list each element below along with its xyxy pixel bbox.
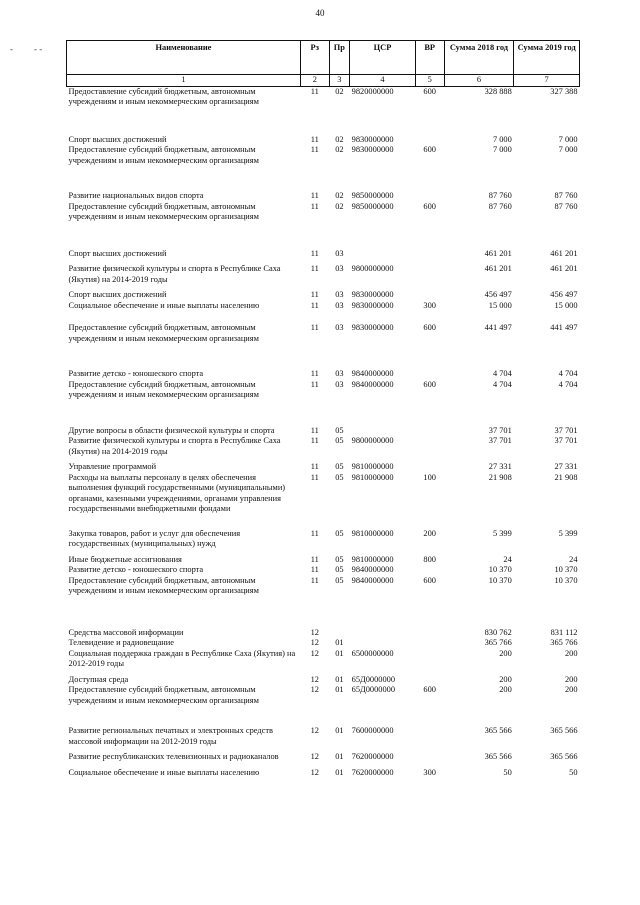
row-rz: 11 (310, 86, 319, 96)
row-csr: 9830000000 (351, 323, 394, 332)
row-sum-2018: 200 (499, 674, 512, 684)
row-sum-2019: 4 704 (558, 379, 578, 389)
row-name: Развитие региональных печатных и электронных средств массовой информации на 2012-2019 годы (68, 726, 273, 746)
row-rz: 11 (310, 369, 319, 378)
row-name: Иные бюджетные ассигнования (68, 554, 182, 564)
row-pr: 01 (335, 648, 344, 658)
row-vr: 100 (423, 472, 436, 482)
row-sum-2019: 200 (564, 685, 578, 694)
row-csr: 7620000000 (351, 752, 394, 761)
row-vr: 600 (423, 575, 436, 585)
row-name: Развитие физической культуры и спорта в Республике Саха (Якутия) на 2014-2019 годы (68, 264, 281, 284)
row-vr (415, 726, 444, 752)
table-row (67, 462, 580, 473)
column-number: 6 (444, 75, 514, 87)
row-sum-2018: 200 (499, 648, 512, 658)
row-name: Развитие детско - юношеского спорта (68, 369, 204, 378)
row-name: Предоставление субсидий бюджетным, автономным учреждениям и иным некоммерческим организациям (68, 685, 259, 705)
row-sum-2019: 4 704 (558, 369, 578, 378)
row-csr: 9850000000 (351, 191, 394, 200)
table-row (67, 752, 580, 768)
row-csr (350, 638, 416, 649)
row-csr: 9810000000 (351, 554, 394, 564)
row-rz: 11 (310, 379, 319, 389)
row-pr: 02 (335, 145, 344, 154)
column-number-row (67, 75, 580, 87)
row-vr (415, 135, 444, 146)
column-number: 3 (329, 75, 350, 87)
row-pr: 03 (335, 323, 344, 332)
row-sum-2019: 831 112 (550, 627, 578, 637)
row-rz: 11 (310, 472, 319, 482)
table-row (67, 191, 580, 202)
row-rz: 11 (310, 436, 319, 445)
row-rz: 11 (310, 248, 319, 258)
row-pr: 02 (335, 201, 344, 211)
row-vr (415, 628, 444, 639)
row-name: Развитие физической культуры и спорта в Республике Саха (Якутия) на 2014-2019 годы (68, 436, 281, 456)
table-row (67, 638, 580, 649)
row-rz: 11 (310, 462, 319, 471)
column-number: 7 (514, 75, 580, 87)
row-rz: 12 (310, 726, 319, 735)
row-name: Развитие республиканских телевизионных и радиоканалов (68, 752, 279, 761)
row-csr: 65Д0000000 (351, 674, 396, 684)
row-name: Предоставление субсидий бюджетным, автономным учреждениям и иным некоммерческим организациям (68, 86, 259, 106)
row-sum-2018: 87 760 (488, 191, 512, 200)
row-csr: 9810000000 (351, 462, 394, 471)
row-csr: 9820000000 (351, 86, 394, 96)
row-vr: 800 (423, 554, 436, 564)
row-sum-2019: 87 760 (554, 201, 578, 211)
header-name: Наименование (67, 41, 301, 75)
row-csr: 9830000000 (351, 134, 394, 144)
margin-mark: - - (34, 44, 43, 54)
row-sum-2019: 200 (564, 648, 578, 658)
row-sum-2019: 10 370 (554, 575, 578, 585)
column-number: 2 (300, 75, 329, 87)
header-rz: Рз (300, 41, 329, 75)
row-sum-2019: 37 701 (554, 425, 578, 435)
column-number: 5 (415, 75, 444, 87)
row-name: Социальное обеспечение и иные выплаты населению (68, 767, 260, 777)
row-pr: 03 (335, 300, 344, 310)
row-vr (415, 264, 444, 290)
table-row (67, 86, 580, 135)
row-sum-2018: 24 (503, 554, 512, 564)
table-row (67, 675, 580, 686)
row-pr: 02 (335, 191, 344, 200)
row-vr (415, 565, 444, 576)
header-row (67, 41, 580, 75)
row-name: Другие вопросы в области физической культуры и спорта (68, 425, 275, 435)
row-sum-2019: 15 000 (554, 300, 578, 310)
row-sum-2019: 461 201 (550, 248, 578, 258)
row-csr: 7620000000 (351, 767, 394, 777)
row-sum-2019: 37 701 (554, 436, 578, 445)
row-sum-2019: 27 331 (554, 462, 578, 471)
row-vr (415, 752, 444, 768)
row-name: Социальная поддержка граждан в Республике Саха (Якутия) на 2012-2019 годы (68, 648, 296, 668)
row-name: Управление программой (68, 462, 157, 471)
row-vr: 600 (423, 323, 436, 332)
row-sum-2019: 50 (569, 767, 578, 777)
row-rz: 12 (310, 767, 319, 777)
row-vr (415, 649, 444, 675)
row-vr (415, 249, 444, 265)
row-sum-2018: 365 766 (484, 638, 512, 647)
row-vr (415, 675, 444, 686)
row-pr: 05 (335, 528, 344, 538)
table-row (67, 380, 580, 426)
row-csr: 9840000000 (351, 565, 394, 574)
row-csr: 65Д0000000 (351, 685, 396, 694)
table-row (67, 555, 580, 566)
row-pr: 01 (335, 638, 344, 647)
row-rz: 12 (310, 752, 319, 761)
page-number: 40 (315, 8, 325, 18)
row-sum-2019: 21 908 (554, 472, 578, 482)
row-pr: 03 (335, 290, 344, 299)
table-row (67, 726, 580, 752)
row-pr: 05 (335, 565, 344, 574)
row-pr: 01 (335, 674, 344, 684)
table-row (67, 135, 580, 146)
row-sum-2018: 50 (503, 767, 512, 777)
row-pr: 02 (335, 86, 344, 96)
row-pr: 05 (335, 425, 344, 435)
row-pr: 05 (335, 436, 344, 445)
row-sum-2019: 461 201 (550, 264, 578, 273)
row-name: Расходы на выплаты персоналу в целях обеспечения выполнения функций государственными (муниципальными) органами, казенными учреждениями, органами управления государственными внебюджетными фондами (68, 472, 286, 513)
row-rz: 11 (310, 323, 319, 332)
table-row (67, 202, 580, 249)
row-rz: 11 (310, 290, 319, 299)
row-vr: 600 (423, 145, 436, 154)
table-row (67, 565, 580, 576)
row-csr: 9800000000 (351, 264, 394, 273)
table-row (67, 290, 580, 301)
row-rz: 12 (310, 627, 319, 637)
header-pr: Пр (329, 41, 350, 75)
row-sum-2018: 37 701 (488, 436, 512, 445)
row-sum-2018: 7 000 (492, 134, 512, 144)
row-sum-2019: 200 (564, 674, 578, 684)
row-vr: 600 (423, 86, 436, 96)
row-sum-2019: 7 000 (558, 145, 578, 154)
row-sum-2019: 10 370 (554, 565, 578, 574)
row-vr (415, 290, 444, 301)
row-rz: 11 (310, 565, 319, 574)
row-name: Телевидение и радиовещание (68, 638, 174, 647)
row-rz: 12 (310, 638, 319, 647)
row-pr: 03 (335, 379, 344, 389)
table-row (67, 301, 580, 324)
row-rz: 11 (310, 264, 319, 273)
row-rz: 11 (310, 575, 319, 585)
row-sum-2018: 441 497 (484, 323, 512, 332)
row-pr: 02 (335, 134, 344, 144)
row-name: Предоставление субсидий бюджетным, автономным учреждениям и иным некоммерческим организациям (68, 201, 259, 221)
row-csr: 9850000000 (351, 201, 394, 211)
row-pr: 01 (335, 685, 344, 694)
row-vr (415, 426, 444, 437)
row-sum-2019: 327 388 (550, 86, 578, 96)
row-sum-2018: 365 566 (484, 726, 512, 735)
row-name: Предоставление субсидий бюджетным, автономным учреждениям и иным некоммерческим организациям (68, 575, 259, 595)
row-csr: 9810000000 (351, 528, 394, 538)
row-pr: 01 (335, 767, 344, 777)
row-sum-2018: 4 704 (492, 369, 512, 378)
row-csr: 9840000000 (351, 575, 394, 585)
row-vr: 300 (423, 300, 436, 310)
row-sum-2019: 87 760 (554, 191, 578, 200)
row-name: Спорт высших достижений (68, 290, 167, 299)
table-row (67, 628, 580, 639)
row-csr: 9830000000 (351, 145, 394, 154)
header-csr: ЦСР (350, 41, 416, 75)
row-csr: 9830000000 (351, 290, 394, 299)
column-number: 4 (350, 75, 416, 87)
row-name: Закупка товаров, работ и услуг для обеспечения государственных (муниципальных) нужд (68, 528, 241, 548)
table-row (67, 264, 580, 290)
row-name: Средства массовой информации (68, 627, 184, 637)
row-pr: 03 (335, 264, 344, 273)
row-sum-2018: 87 760 (488, 201, 512, 211)
table-row (67, 369, 580, 380)
table-row (67, 436, 580, 462)
row-sum-2019: 7 000 (558, 134, 578, 144)
table-row (67, 249, 580, 265)
row-sum-2018: 461 201 (484, 264, 512, 273)
row-sum-2019: 24 (569, 554, 578, 564)
row-csr: 9840000000 (351, 369, 394, 378)
table-row (67, 576, 580, 628)
row-name: Предоставление субсидий бюджетным, автономным учреждениям и иным некоммерческим организациям (68, 323, 259, 343)
row-rz: 11 (310, 191, 319, 200)
row-rz: 12 (310, 648, 319, 658)
row-vr: 300 (423, 767, 436, 777)
row-name: Развитие национальных видов спорта (68, 191, 204, 200)
row-vr (415, 638, 444, 649)
row-sum-2019: 456 497 (550, 290, 578, 299)
table-row (67, 529, 580, 555)
row-csr: 6500000000 (351, 648, 394, 658)
row-vr (415, 369, 444, 380)
row-sum-2018: 830 762 (484, 627, 512, 637)
row-sum-2018: 4 704 (492, 379, 512, 389)
table-row (67, 145, 580, 191)
budget-table (66, 40, 580, 778)
row-pr: 05 (335, 575, 344, 585)
row-pr: 05 (335, 462, 344, 471)
table-row (67, 426, 580, 437)
row-sum-2018: 7 000 (492, 145, 512, 154)
margin-mark: - (10, 44, 13, 54)
row-name: Предоставление субсидий бюджетным, автономным учреждениям и иным некоммерческим организациям (68, 145, 259, 165)
row-sum-2018: 10 370 (488, 565, 512, 574)
row-pr: 03 (335, 248, 344, 258)
row-sum-2018: 365 566 (484, 752, 512, 761)
row-vr: 600 (423, 201, 436, 211)
row-sum-2018: 200 (499, 685, 512, 694)
row-sum-2019: 365 766 (550, 638, 578, 647)
row-rz: 11 (310, 425, 319, 435)
row-name: Доступная среда (68, 674, 129, 684)
row-name: Социальное обеспечение и иные выплаты населению (68, 300, 260, 310)
header-vr: ВР (415, 41, 444, 75)
row-pr: 01 (335, 726, 344, 735)
row-sum-2018: 456 497 (484, 290, 512, 299)
row-sum-2018: 5 399 (492, 528, 512, 538)
table-row (67, 768, 580, 779)
row-rz: 11 (310, 554, 319, 564)
row-vr (415, 436, 444, 462)
row-name: Спорт высших достижений (68, 134, 167, 144)
row-vr: 600 (423, 685, 436, 694)
row-csr: 9830000000 (351, 300, 394, 310)
row-csr (350, 628, 416, 639)
row-pr: 03 (335, 369, 344, 378)
row-csr (350, 249, 416, 265)
row-pr: 05 (335, 472, 344, 482)
row-csr: 9800000000 (351, 436, 394, 445)
row-vr (415, 462, 444, 473)
table-row (67, 323, 580, 369)
table-row (67, 473, 580, 529)
row-rz: 11 (310, 145, 319, 154)
row-rz: 11 (310, 201, 319, 211)
row-sum-2018: 27 331 (488, 462, 512, 471)
row-sum-2018: 461 201 (484, 248, 512, 258)
row-sum-2019: 365 566 (550, 752, 578, 761)
row-sum-2019: 365 566 (550, 726, 578, 735)
row-sum-2018: 21 908 (488, 472, 512, 482)
row-name: Развитие детско - юношеского спорта (68, 565, 204, 574)
row-csr: 7600000000 (351, 726, 394, 735)
row-rz: 11 (310, 134, 319, 144)
row-csr (350, 426, 416, 437)
row-rz: 11 (310, 300, 319, 310)
row-sum-2018: 37 701 (488, 425, 512, 435)
table-row (67, 685, 580, 726)
row-sum-2018: 328 888 (484, 86, 512, 96)
row-sum-2019: 441 497 (550, 323, 578, 332)
row-vr: 600 (423, 379, 436, 389)
row-pr (329, 628, 350, 639)
table-row (67, 649, 580, 675)
row-rz: 12 (310, 674, 319, 684)
header-sum-2018: Сумма 2018 год (444, 41, 514, 75)
row-vr (415, 191, 444, 202)
row-rz: 11 (310, 528, 319, 538)
row-csr: 9840000000 (351, 379, 394, 389)
row-name: Спорт высших достижений (68, 248, 167, 258)
row-sum-2019: 5 399 (558, 528, 578, 538)
row-rz: 12 (310, 685, 319, 694)
row-pr: 05 (335, 554, 344, 564)
row-sum-2018: 10 370 (488, 575, 512, 585)
header-sum-2019: Сумма 2019 год (514, 41, 580, 75)
row-pr: 01 (335, 752, 344, 761)
column-number: 1 (67, 75, 301, 87)
row-vr: 200 (423, 528, 436, 538)
row-sum-2018: 15 000 (488, 300, 512, 310)
row-name: Предоставление субсидий бюджетным, автономным учреждениям и иным некоммерческим организациям (68, 379, 259, 399)
row-csr: 9810000000 (351, 472, 394, 482)
